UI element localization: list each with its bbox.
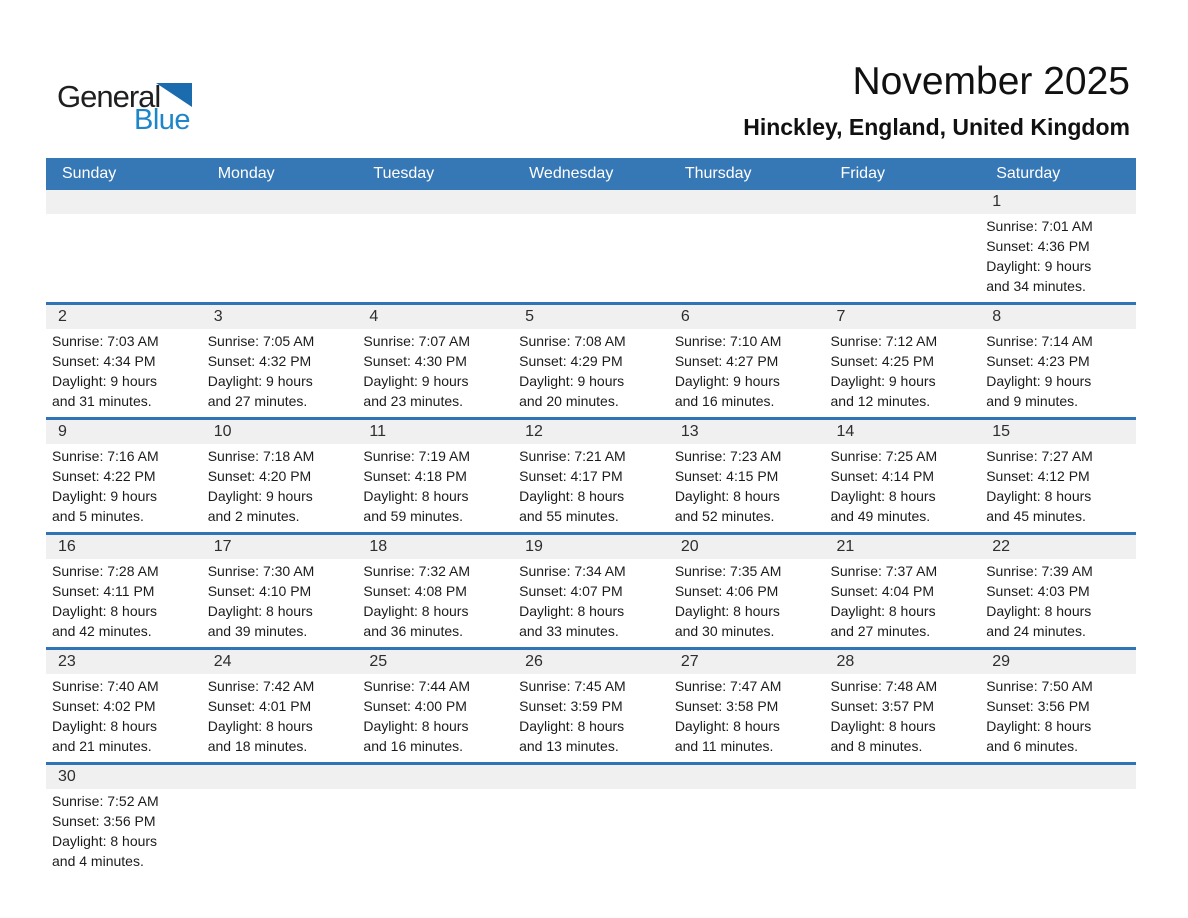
daylight-text-line2: and 6 minutes.: [986, 738, 1079, 754]
day-details: [825, 789, 981, 873]
sunrise-text: Sunrise: 7:30 AM: [207, 563, 315, 579]
calendar-table: [46, 158, 1136, 877]
daylight-text-line1: Daylight: 8 hours: [674, 488, 780, 504]
sunset-text: Sunset: 4:15 PM: [674, 468, 779, 484]
sunrise-text: Sunrise: 7:14 AM: [986, 333, 1093, 349]
daylight-text-line1: Daylight: 9 hours: [207, 488, 313, 504]
daylight-text-line2: and 4 minutes.: [52, 853, 144, 869]
sunrise-text: Sunrise: 7:10 AM: [674, 333, 782, 349]
daylight-text-line1: Daylight: 8 hours: [52, 603, 158, 619]
day-details: [46, 789, 202, 877]
day-number: [669, 190, 825, 214]
weekday-header-tuesday: Tuesday: [357, 158, 513, 190]
daylight-text-line2: and 49 minutes.: [830, 508, 931, 524]
daylight-text-line1: Daylight: 8 hours: [519, 603, 625, 619]
day-details: [669, 789, 825, 873]
daylight-text-line1: Daylight: 8 hours: [986, 718, 1092, 734]
day-cell-27: [669, 649, 825, 764]
daylight-text-line2: and 23 minutes.: [363, 393, 464, 409]
day-details: [202, 674, 358, 762]
sunrise-text: Sunrise: 7:44 AM: [363, 678, 471, 694]
day-number: 12: [513, 420, 669, 444]
sunrise-text: Sunrise: 7:18 AM: [207, 448, 315, 464]
daylight-text-line1: Daylight: 8 hours: [519, 488, 625, 504]
day-cell-28: [825, 649, 981, 764]
daylight-text-line1: Daylight: 8 hours: [830, 603, 936, 619]
sunrise-text: Sunrise: 7:35 AM: [674, 563, 782, 579]
day-details: [669, 329, 825, 417]
day-cell-19: [513, 534, 669, 649]
day-cell-20: [669, 534, 825, 649]
sunrise-text: Sunrise: 7:34 AM: [519, 563, 626, 579]
sunrise-text: Sunrise: 7:37 AM: [830, 563, 938, 579]
sunrise-text: Sunrise: 7:23 AM: [674, 448, 782, 464]
sunset-text: Sunset: 4:27 PM: [674, 353, 779, 369]
day-details: [980, 674, 1136, 762]
daylight-text-line1: Daylight: 9 hours: [519, 373, 625, 389]
daylight-text-line2: and 42 minutes.: [52, 623, 152, 639]
sunset-text: Sunset: 4:00 PM: [363, 698, 467, 714]
day-cell-1: [980, 190, 1136, 304]
day-details: [513, 329, 669, 417]
day-number: [669, 765, 825, 789]
empty-day-cell: [357, 764, 513, 878]
daylight-text-line2: and 59 minutes.: [363, 508, 464, 524]
weekday-header-saturday: Saturday: [980, 158, 1136, 190]
location-subtitle: Hinckley, England, United Kingdom: [743, 114, 1130, 140]
day-number: [202, 190, 358, 214]
daylight-text-line2: and 2 minutes.: [207, 508, 300, 524]
sunrise-text: Sunrise: 7:05 AM: [207, 333, 315, 349]
day-number: 19: [513, 535, 669, 559]
sunrise-text: Sunrise: 7:01 AM: [986, 218, 1093, 234]
day-details: [357, 559, 513, 647]
daylight-text-line2: and 21 minutes.: [52, 738, 152, 754]
sunrise-text: Sunrise: 7:32 AM: [363, 563, 471, 579]
day-number: 26: [513, 650, 669, 674]
sunset-text: Sunset: 4:20 PM: [207, 468, 312, 484]
day-number: 18: [357, 535, 513, 559]
day-details: [513, 559, 669, 647]
daylight-text-line1: Daylight: 8 hours: [519, 718, 625, 734]
day-details: [825, 559, 981, 647]
day-details: [357, 674, 513, 762]
sunrise-text: Sunrise: 7:40 AM: [52, 678, 159, 694]
sunrise-text: Sunrise: 7:12 AM: [830, 333, 938, 349]
day-details: [513, 214, 669, 298]
daylight-text-line2: and 39 minutes.: [207, 623, 308, 639]
sunset-text: Sunset: 4:02 PM: [52, 698, 156, 714]
sunset-text: Sunset: 4:06 PM: [674, 583, 779, 599]
day-number: [825, 765, 981, 789]
day-details: [357, 329, 513, 417]
day-number: [202, 765, 358, 789]
day-details: [202, 329, 358, 417]
day-cell-6: [669, 304, 825, 419]
day-details: [202, 214, 358, 298]
sunset-text: Sunset: 4:10 PM: [207, 583, 312, 599]
day-cell-16: [46, 534, 202, 649]
sunrise-text: Sunrise: 7:39 AM: [986, 563, 1093, 579]
daylight-text-line1: Daylight: 8 hours: [830, 718, 936, 734]
month-title: November 2025: [852, 60, 1130, 103]
sunrise-text: Sunrise: 7:03 AM: [52, 333, 159, 349]
day-cell-14: [825, 419, 981, 534]
page-header: [0, 0, 1188, 158]
daylight-text-line2: and 16 minutes.: [674, 393, 775, 409]
daylight-text-line1: Daylight: 9 hours: [363, 373, 469, 389]
day-cell-25: [357, 649, 513, 764]
sunset-text: Sunset: 4:01 PM: [207, 698, 312, 714]
day-details: [513, 674, 669, 762]
empty-day-cell: [202, 764, 358, 878]
daylight-text-line2: and 24 minutes.: [986, 623, 1086, 639]
day-number: [825, 190, 981, 214]
empty-day-cell: [513, 764, 669, 878]
day-cell-9: [46, 419, 202, 534]
daylight-text-line1: Daylight: 9 hours: [986, 373, 1092, 389]
day-cell-26: [513, 649, 669, 764]
sunrise-text: Sunrise: 7:08 AM: [519, 333, 626, 349]
daylight-text-line1: Daylight: 8 hours: [986, 603, 1092, 619]
sunset-text: Sunset: 4:08 PM: [363, 583, 467, 599]
daylight-text-line1: Daylight: 8 hours: [363, 718, 469, 734]
sunset-text: Sunset: 3:56 PM: [986, 698, 1090, 714]
sunset-text: Sunset: 4:22 PM: [52, 468, 156, 484]
weekday-header-row: [46, 158, 1136, 190]
daylight-text-line1: Daylight: 9 hours: [674, 373, 780, 389]
sunset-text: Sunset: 4:18 PM: [363, 468, 467, 484]
daylight-text-line2: and 45 minutes.: [986, 508, 1086, 524]
day-details: [825, 214, 981, 298]
day-details: [46, 674, 202, 762]
empty-day-cell: [357, 190, 513, 304]
sunrise-text: Sunrise: 7:27 AM: [986, 448, 1093, 464]
weekday-header-monday: Monday: [202, 158, 358, 190]
sunset-text: Sunset: 4:07 PM: [519, 583, 623, 599]
sunrise-text: Sunrise: 7:19 AM: [363, 448, 471, 464]
empty-day-cell: [46, 190, 202, 304]
day-details: [669, 214, 825, 298]
daylight-text-line2: and 31 minutes.: [52, 393, 152, 409]
day-cell-15: [980, 419, 1136, 534]
daylight-text-line2: and 12 minutes.: [830, 393, 931, 409]
day-cell-10: [202, 419, 358, 534]
day-number: 17: [202, 535, 358, 559]
weekday-header-wednesday: Wednesday: [513, 158, 669, 190]
day-cell-23: [46, 649, 202, 764]
sunset-text: Sunset: 4:34 PM: [52, 353, 156, 369]
daylight-text-line1: Daylight: 9 hours: [52, 488, 158, 504]
day-cell-22: [980, 534, 1136, 649]
daylight-text-line1: Daylight: 8 hours: [52, 718, 158, 734]
day-details: [825, 329, 981, 417]
day-number: 14: [825, 420, 981, 444]
day-number: 27: [669, 650, 825, 674]
empty-day-cell: [202, 190, 358, 304]
sunset-text: Sunset: 4:29 PM: [519, 353, 623, 369]
day-details: [980, 559, 1136, 647]
week-row-5: [46, 649, 1136, 764]
sunrise-text: Sunrise: 7:47 AM: [674, 678, 782, 694]
daylight-text-line2: and 18 minutes.: [207, 738, 308, 754]
day-number: 28: [825, 650, 981, 674]
daylight-text-line2: and 5 minutes.: [52, 508, 144, 524]
sunrise-text: Sunrise: 7:50 AM: [986, 678, 1093, 694]
day-number: [357, 765, 513, 789]
day-number: 4: [357, 305, 513, 329]
daylight-text-line1: Daylight: 8 hours: [52, 833, 158, 849]
weekday-header-thursday: Thursday: [669, 158, 825, 190]
sunset-text: Sunset: 4:11 PM: [52, 583, 155, 599]
sunrise-text: Sunrise: 7:28 AM: [52, 563, 159, 579]
day-number: 20: [669, 535, 825, 559]
daylight-text-line1: Daylight: 8 hours: [674, 718, 780, 734]
sunset-text: Sunset: 4:17 PM: [519, 468, 623, 484]
day-number: 24: [202, 650, 358, 674]
empty-day-cell: [825, 764, 981, 878]
day-number: 11: [357, 420, 513, 444]
day-details: [980, 329, 1136, 417]
day-number: [46, 190, 202, 214]
day-cell-3: [202, 304, 358, 419]
day-details: [825, 444, 981, 532]
daylight-text-line2: and 20 minutes.: [519, 393, 619, 409]
day-details: [357, 789, 513, 873]
day-number: 7: [825, 305, 981, 329]
day-details: [202, 444, 358, 532]
daylight-text-line2: and 9 minutes.: [986, 393, 1079, 409]
day-details: [357, 214, 513, 298]
logo-text-blue: Blue: [134, 104, 191, 136]
day-number: 22: [980, 535, 1136, 559]
day-details: [202, 789, 358, 873]
daylight-text-line2: and 52 minutes.: [674, 508, 775, 524]
day-details: [980, 789, 1136, 873]
general-blue-logo: [57, 76, 217, 142]
day-details: [825, 674, 981, 762]
week-row-6: [46, 764, 1136, 878]
day-number: 9: [46, 420, 202, 444]
daylight-text-line2: and 34 minutes.: [986, 278, 1086, 294]
sunset-text: Sunset: 4:32 PM: [207, 353, 312, 369]
sunset-text: Sunset: 3:56 PM: [52, 813, 156, 829]
day-cell-18: [357, 534, 513, 649]
daylight-text-line1: Daylight: 9 hours: [52, 373, 158, 389]
daylight-text-line2: and 27 minutes.: [207, 393, 308, 409]
sunrise-text: Sunrise: 7:48 AM: [830, 678, 938, 694]
daylight-text-line1: Daylight: 8 hours: [674, 603, 780, 619]
daylight-text-line1: Daylight: 8 hours: [363, 603, 469, 619]
day-details: [357, 444, 513, 532]
day-number: 16: [46, 535, 202, 559]
day-number: [513, 765, 669, 789]
daylight-text-line2: and 8 minutes.: [830, 738, 923, 754]
daylight-text-line1: Daylight: 9 hours: [830, 373, 936, 389]
daylight-text-line1: Daylight: 8 hours: [830, 488, 936, 504]
sunset-text: Sunset: 4:04 PM: [830, 583, 935, 599]
week-row-1: [46, 190, 1136, 304]
day-number: 21: [825, 535, 981, 559]
weekday-header-sunday: Sunday: [46, 158, 202, 190]
sunset-text: Sunset: 4:14 PM: [830, 468, 935, 484]
daylight-text-line1: Daylight: 8 hours: [986, 488, 1092, 504]
daylight-text-line2: and 36 minutes.: [363, 623, 464, 639]
sunset-text: Sunset: 4:25 PM: [830, 353, 935, 369]
day-details: [46, 559, 202, 647]
sunrise-text: Sunrise: 7:16 AM: [52, 448, 159, 464]
day-details: [980, 444, 1136, 532]
week-row-3: [46, 419, 1136, 534]
sunset-text: Sunset: 4:12 PM: [986, 468, 1090, 484]
empty-day-cell: [669, 764, 825, 878]
day-details: [513, 789, 669, 873]
sunrise-text: Sunrise: 7:25 AM: [830, 448, 938, 464]
daylight-text-line2: and 27 minutes.: [830, 623, 931, 639]
sunrise-text: Sunrise: 7:52 AM: [52, 793, 159, 809]
daylight-text-line2: and 33 minutes.: [519, 623, 619, 639]
sunset-text: Sunset: 3:59 PM: [519, 698, 623, 714]
day-details: [46, 329, 202, 417]
day-details: [46, 444, 202, 532]
week-row-4: [46, 534, 1136, 649]
day-number: [357, 190, 513, 214]
day-number: 5: [513, 305, 669, 329]
logo-text-general: General: [57, 79, 161, 114]
day-cell-30: [46, 764, 202, 878]
daylight-text-line1: Daylight: 8 hours: [207, 718, 313, 734]
empty-day-cell: [669, 190, 825, 304]
daylight-text-line1: Daylight: 9 hours: [207, 373, 313, 389]
day-cell-12: [513, 419, 669, 534]
day-cell-29: [980, 649, 1136, 764]
day-number: 2: [46, 305, 202, 329]
day-cell-11: [357, 419, 513, 534]
empty-day-cell: [825, 190, 981, 304]
day-cell-24: [202, 649, 358, 764]
sunset-text: Sunset: 3:58 PM: [674, 698, 779, 714]
sunrise-text: Sunrise: 7:07 AM: [363, 333, 471, 349]
day-details: [980, 214, 1136, 302]
week-row-2: [46, 304, 1136, 419]
day-details: [669, 674, 825, 762]
day-number: [513, 190, 669, 214]
day-number: 8: [980, 305, 1136, 329]
day-number: 25: [357, 650, 513, 674]
day-details: [669, 444, 825, 532]
day-number: [980, 765, 1136, 789]
sunset-text: Sunset: 4:36 PM: [986, 238, 1090, 254]
daylight-text-line1: Daylight: 8 hours: [363, 488, 469, 504]
sunset-text: Sunset: 4:23 PM: [986, 353, 1090, 369]
day-number: 1: [980, 190, 1136, 214]
day-cell-21: [825, 534, 981, 649]
sunset-text: Sunset: 3:57 PM: [830, 698, 935, 714]
sunrise-text: Sunrise: 7:45 AM: [519, 678, 626, 694]
day-number: 13: [669, 420, 825, 444]
day-number: 30: [46, 765, 202, 789]
daylight-text-line2: and 16 minutes.: [363, 738, 464, 754]
day-cell-13: [669, 419, 825, 534]
day-cell-4: [357, 304, 513, 419]
day-number: 6: [669, 305, 825, 329]
sunrise-text: Sunrise: 7:21 AM: [519, 448, 626, 464]
day-number: 3: [202, 305, 358, 329]
day-cell-2: [46, 304, 202, 419]
day-cell-17: [202, 534, 358, 649]
sunrise-text: Sunrise: 7:42 AM: [207, 678, 315, 694]
daylight-text-line2: and 13 minutes.: [519, 738, 619, 754]
empty-day-cell: [513, 190, 669, 304]
daylight-text-line2: and 30 minutes.: [674, 623, 775, 639]
day-number: 15: [980, 420, 1136, 444]
weekday-header-friday: Friday: [825, 158, 981, 190]
day-number: 29: [980, 650, 1136, 674]
day-details: [669, 559, 825, 647]
day-cell-8: [980, 304, 1136, 419]
empty-day-cell: [980, 764, 1136, 878]
sunset-text: Sunset: 4:03 PM: [986, 583, 1090, 599]
daylight-text-line2: and 11 minutes.: [674, 738, 774, 754]
day-number: 23: [46, 650, 202, 674]
daylight-text-line2: and 55 minutes.: [519, 508, 619, 524]
day-details: [202, 559, 358, 647]
day-cell-7: [825, 304, 981, 419]
day-cell-5: [513, 304, 669, 419]
title-block: [743, 60, 1130, 140]
sunset-text: Sunset: 4:30 PM: [363, 353, 467, 369]
day-number: 10: [202, 420, 358, 444]
daylight-text-line1: Daylight: 8 hours: [207, 603, 313, 619]
daylight-text-line1: Daylight: 9 hours: [986, 258, 1092, 274]
day-details: [513, 444, 669, 532]
day-details: [46, 214, 202, 298]
